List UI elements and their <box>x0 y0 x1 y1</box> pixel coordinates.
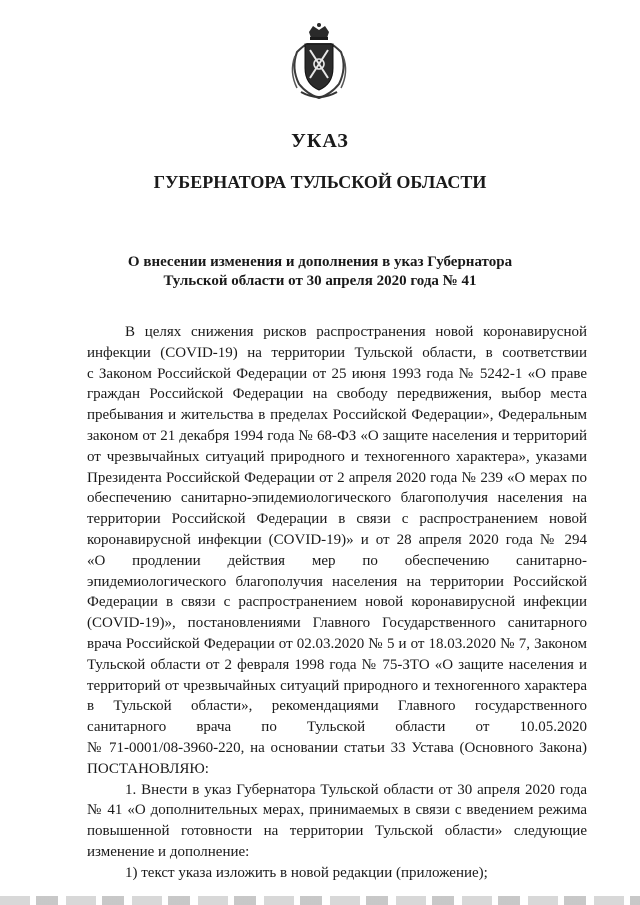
body-line: Президента Российской Федерации от 2 апреля 2020 года № 239 «О мерах по <box>87 469 587 486</box>
body-line: от чрезвычайных ситуаций природного и техногенного характера», указами <box>87 448 587 465</box>
subject-line: Тульской области от 30 апреля 2020 года № 41 <box>163 273 477 289</box>
body-line: Федерации в связи с распространением новой коронавирусной инфекции <box>87 594 587 611</box>
document-body <box>87 322 587 884</box>
body-line: врача Российской Федерации от 02.03.2020 № 5 и от 18.03.2020 № 7, Законом <box>87 635 587 652</box>
body-line: санитарного врача по Тульской области от 10.05.2020 <box>87 719 587 736</box>
body-line: № 71-0001/08-3960-220, на основании статьи 33 Устава (Основного Закона) <box>87 739 587 756</box>
body-line: обеспечению санитарно-эпидемиологического благополучия населения на <box>87 490 587 507</box>
body-line: В целях снижения рисков распространения новой коронавирусной <box>125 324 587 340</box>
body-line: инфекции (COVID-19) на территории Тульской области, в соответствии <box>87 344 587 361</box>
body-line: эпидемиологического благополучия населения на территории Российской <box>87 573 587 590</box>
document-title: УКАЗ <box>291 130 349 152</box>
body-line: Тульской области от 2 февраля 1998 года № 75-ЗТО «О защите населения и <box>87 656 587 673</box>
body-line: в Тульской области», рекомендациями Главного государственного <box>87 698 587 715</box>
scan-edge-artifact <box>0 896 640 905</box>
body-line: граждан Российской Федерации на свободу передвижения, выбор места <box>87 386 587 403</box>
tula-coat-of-arms-icon <box>287 22 351 102</box>
body-line: ПОСТАНОВЛЯЮ: <box>87 760 209 777</box>
body-line: изменение и дополнение: <box>87 843 250 860</box>
body-line: 1) текст указа изложить в новой редакции (приложение); <box>125 864 488 881</box>
body-line: территории Российской Федерации в связи с распространением новой <box>87 511 587 528</box>
body-line: коронавирусной инфекции (COVID-19)» и от 28 апреля 2020 года № 294 <box>87 531 587 548</box>
body-line: законом от 21 декабря 1994 года № 68-ФЗ «О защите населения и территорий <box>87 427 587 444</box>
body-line: «О продлении действия мер по обеспечению санитарно- <box>87 552 587 569</box>
body-line: с Законом Российской Федерации от 25 июня 1993 года № 5242-1 «О праве <box>87 365 587 382</box>
body-line: № 41 «О дополнительных мерах, принимаемых в связи с введением режима <box>87 802 587 819</box>
body-line: территорий от чрезвычайных ситуаций природного и техногенного характера <box>87 677 587 694</box>
body-line: (COVID-19)», постановлениями Главного Государственного санитарного <box>87 615 587 632</box>
subject-line: О внесении изменения и дополнения в указ Губернатора <box>127 254 513 270</box>
body-line: повышенной готовности на территории Тульской области» следующие <box>87 823 587 840</box>
body-line: пребывания и жительства в пределах Российской Федерации», Федеральным <box>87 407 587 424</box>
body-line: 1. Внести в указ Губернатора Тульской области от 30 апреля 2020 года <box>125 781 587 798</box>
document-issuer: ГУБЕРНАТОРА ТУЛЬСКОЙ ОБЛАСТИ <box>153 172 487 192</box>
document-subject <box>110 253 530 291</box>
